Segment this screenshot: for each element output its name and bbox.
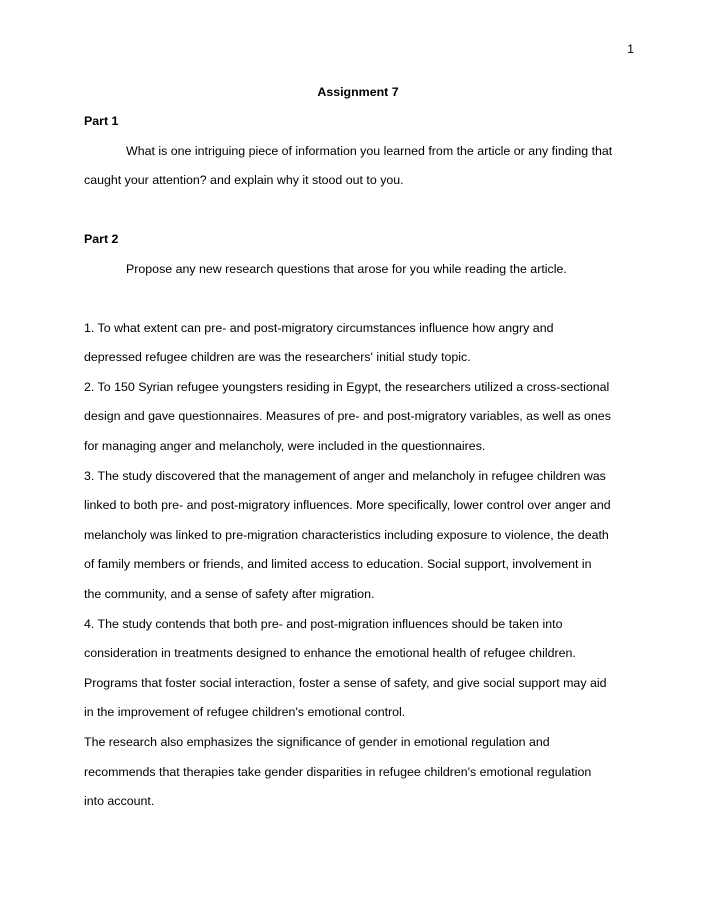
answer-line: in the improvement of refugee children's emotional control. <box>84 705 406 719</box>
answer-line: melancholy was linked to pre-migration characteristics including exposure to violence, the death <box>84 528 609 542</box>
answer-line: design and gave questionnaires. Measures of pre- and post-migratory variables, as well as ones <box>84 409 611 423</box>
answer-line: 4. The study contends that both pre- and post-migration influences should be taken into <box>84 617 563 631</box>
answer-line: The research also emphasizes the significance of gender in emotional regulation and <box>84 735 550 749</box>
document-title: Assignment 7 <box>317 85 399 99</box>
part1-question-line: What is one intriguing piece of information you learned from the article or any finding that <box>126 144 613 158</box>
part2-question-line: Propose any new research questions that arose for you while reading the article. <box>126 262 567 276</box>
answer-line: 1. To what extent can pre- and post-migratory circumstances influence how angry and <box>84 321 554 335</box>
part1-question-line: caught your attention? and explain why it stood out to you. <box>84 173 404 187</box>
part2-heading: Part 2 <box>84 232 119 246</box>
answer-line: of family members or friends, and limited access to education. Social support, involvement in <box>84 557 592 571</box>
answer-line: 3. The study discovered that the management of anger and melancholy in refugee children was <box>84 469 606 483</box>
answer-line: Programs that foster social interaction, foster a sense of safety, and give social support may aid <box>84 676 607 690</box>
answer-line: into account. <box>84 794 155 808</box>
page-number: 1 <box>627 42 634 56</box>
answer-line: the community, and a sense of safety after migration. <box>84 587 375 601</box>
answer-line: recommends that therapies take gender disparities in refugee children's emotional regulation <box>84 765 592 779</box>
answer-line: consideration in treatments designed to enhance the emotional health of refugee children. <box>84 646 576 660</box>
answer-line: depressed refugee children are was the researchers' initial study topic. <box>84 350 471 364</box>
answer-line: for managing anger and melancholy, were included in the questionnaires. <box>84 439 486 453</box>
answer-line: linked to both pre- and post-migratory influences. More specifically, lower control over anger and <box>84 498 611 512</box>
answer-line: 2. To 150 Syrian refugee youngsters residing in Egypt, the researchers utilized a cross-sectional <box>84 380 610 394</box>
part1-heading: Part 1 <box>84 114 119 128</box>
